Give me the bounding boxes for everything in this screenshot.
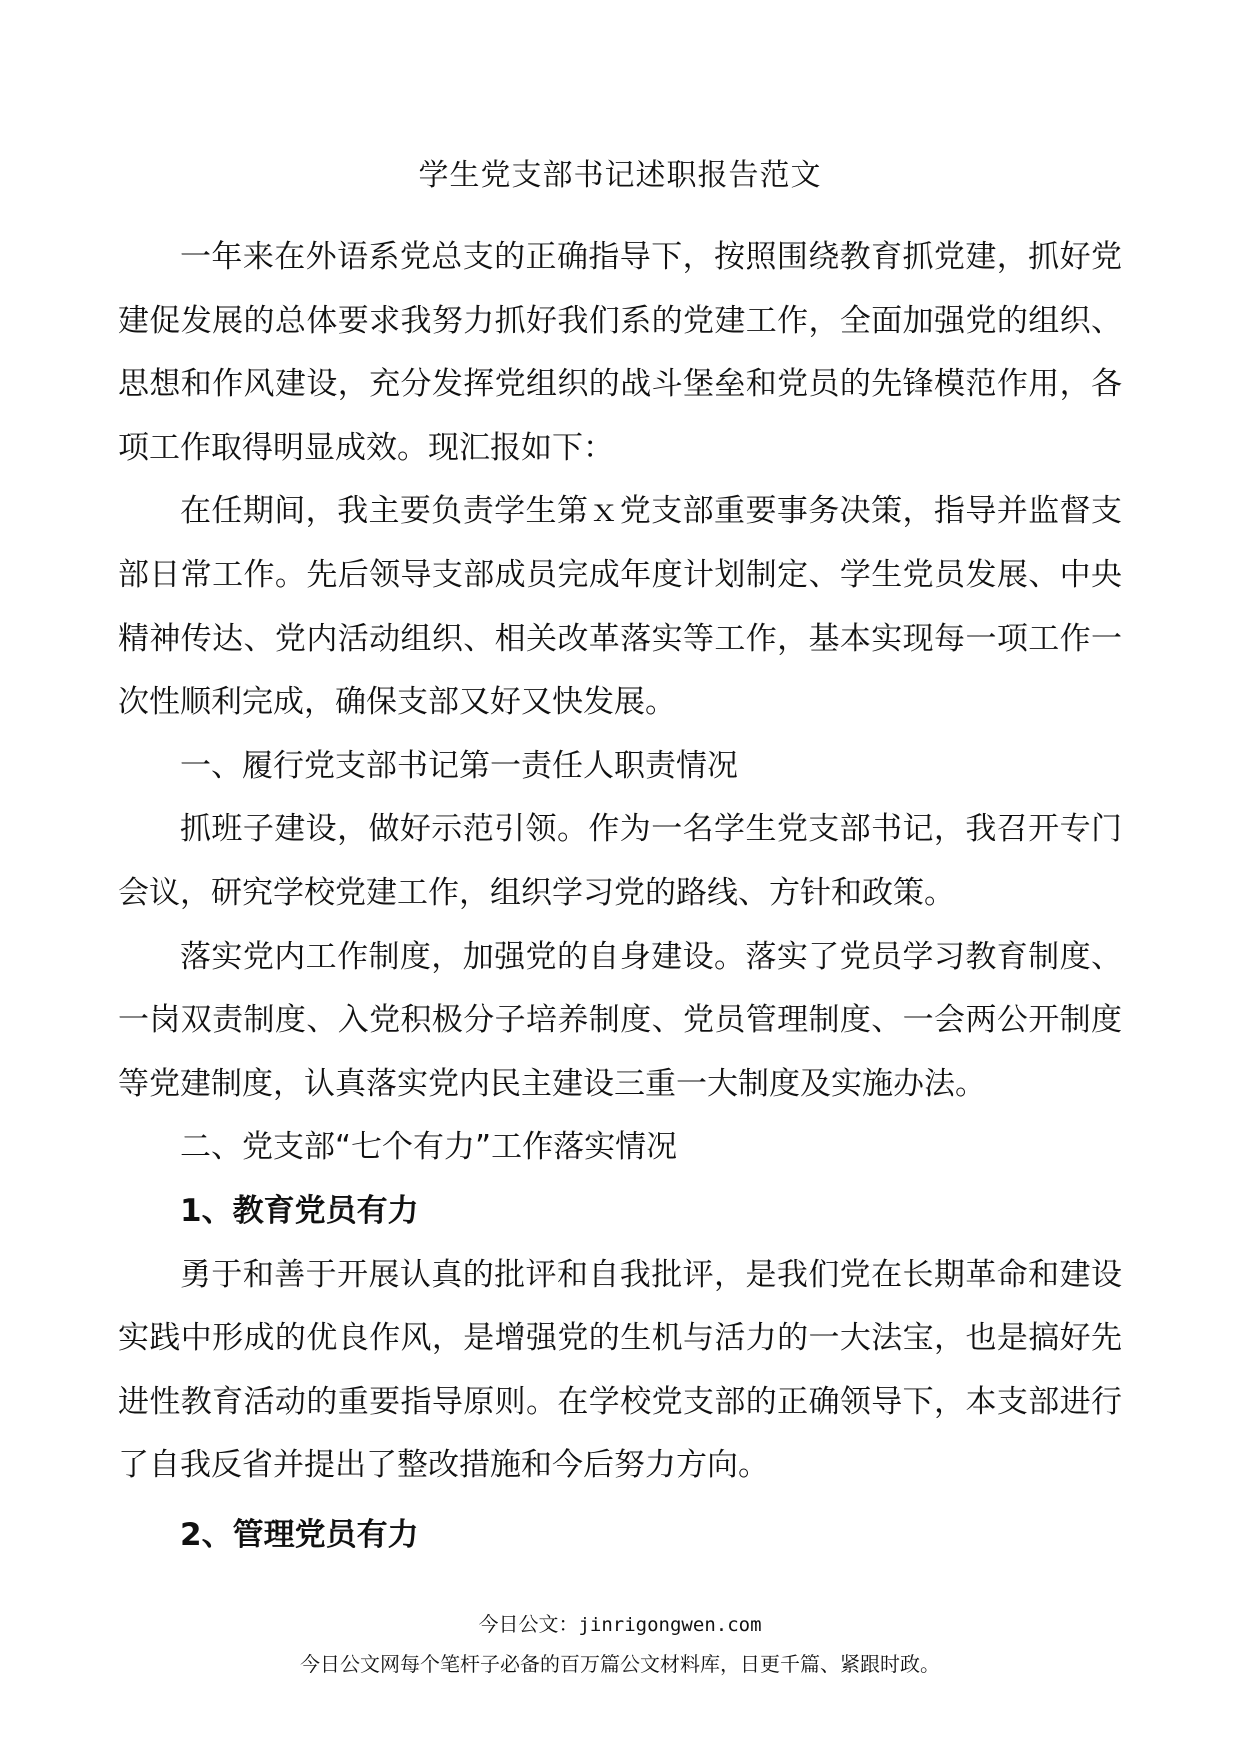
document-title: 学生党支部书记述职报告范文 <box>418 158 822 193</box>
criticism-paragraph: 勇于和善于开展认真的批评和自我批评，是我们党在长期革命和建设实践中形成的优良作风，是增强党的生机与活力的一大法宝，也是搞好先进性教育活动的重要指导原则。在学校党支部的正确领导下，本支部进行了自我反省并提出了整改措施和今后努力方向。 <box>118 1256 1122 1484</box>
footer-site <box>0 1610 1240 1639</box>
footer-site-url[interactable]: jinrigongwen.com <box>578 1614 762 1636</box>
system-paragraph: 落实党内工作制度，加强党的自身建设。落实了党员学习教育制度、一岗双责制度、入党积极分子培养制度、党员管理制度、一会两公开制度等党建制度，认真落实党内民主建设三重一大制度及实施办法。 <box>118 938 1122 1102</box>
tenure-paragraph: 在任期间，我主要负责学生第ｘ党支部重要事务决策，指导并监督支部日常工作。先后领导支部成员完成年度计划制定、学生党员发展、中央精神传达、党内活动组织、相关改革落实等工作，基本实现每一项工作一次性顺利完成，确保支部又好又快发展。 <box>118 493 1122 721</box>
footer-site-label: 今日公文： <box>478 1612 579 1636</box>
team-building-paragraph: 抓班子建设，做好示范引领。作为一名学生党支部书记，我召开专门会议，研究学校党建工作，组织学习党的路线、方针和政策。 <box>118 811 1122 911</box>
section-heading-2: 二、党支部“七个有力”工作落实情况 <box>180 1129 678 1166</box>
footer-slogan: 今日公文网每个笔杆子必备的百万篇公文材料库，日更千篇、紧跟时政。 <box>300 1652 940 1676</box>
document-body <box>118 226 1122 1567</box>
subheading-manage-members: 2、管理党员有力 <box>180 1516 419 1553</box>
intro-paragraph: 一年来在外语系党总支的正确指导下，按照围绕教育抓党建，抓好党建促发展的总体要求我努力抓好我们系的党建工作，全面加强党的组织、思想和作风建设，充分发挥党组织的战斗堡垒和党员的先锋模范作用，各项工作取得明显成效。现汇报如下： <box>118 239 1122 466</box>
section-heading-1: 一、履行党支部书记第一责任人职责情况 <box>180 747 738 784</box>
subheading-educate-members: 1、教育党员有力 <box>180 1192 419 1229</box>
